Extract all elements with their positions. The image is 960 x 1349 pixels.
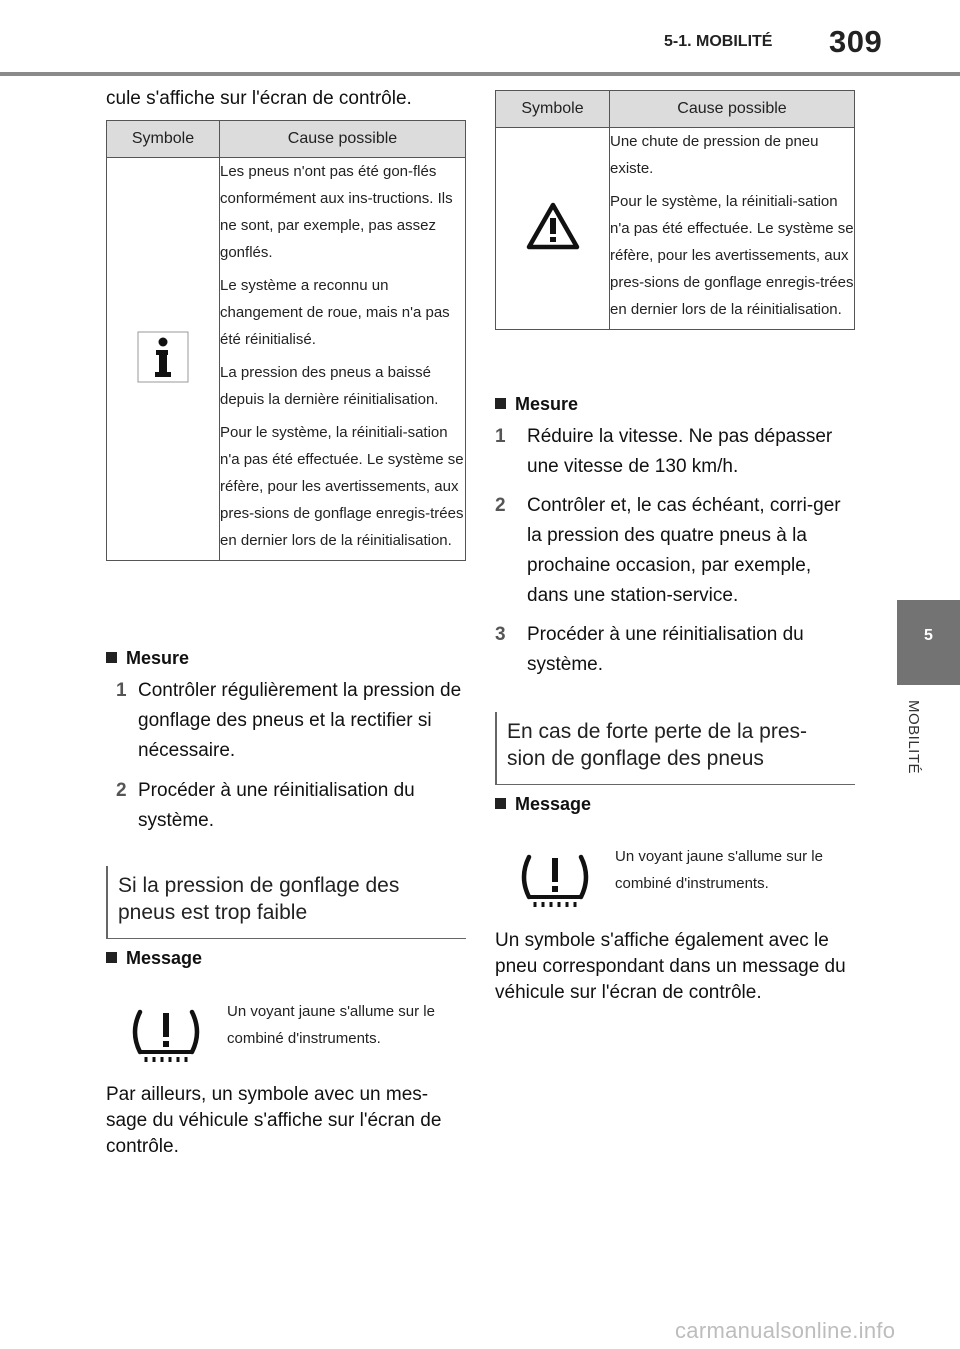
symbol-table-right <box>495 90 855 330</box>
table-header-cause: Cause possible <box>220 121 466 158</box>
step-number: 1 <box>495 426 506 447</box>
table-header-symbol: Symbole <box>107 121 220 158</box>
step-number: 2 <box>116 780 127 801</box>
cause-text: Le système a reconnu un changement de roue, mais n'a pas été réinitialisé. <box>220 277 450 348</box>
section-header: 5-1. MOBILITÉ <box>664 33 773 50</box>
cause-text: Pour le système, la réinitiali-sation n'a pas été effectuée. Le système se réfère, pour les avertissements, aux pres-sions de gonflage enregis-trées en dernier lors de la réinitialisation. <box>220 424 464 549</box>
cause-cell <box>220 158 466 561</box>
intro-text: cule s'affiche sur l'écran de contrôle. <box>106 88 412 109</box>
message-text: Un voyant jaune s'allume sur le combiné d'instruments. <box>615 848 823 892</box>
symbol-cell <box>107 158 220 561</box>
step-item <box>495 422 850 482</box>
tire-pressure-warning-icon <box>505 850 605 912</box>
closing-text: Par ailleurs, un symbole avec un mes-sage du véhicule s'affiche sur l'écran de contrôle. <box>106 1084 442 1157</box>
step-number: 2 <box>495 495 506 516</box>
watermark[interactable]: carmanualsonline.info <box>675 1318 896 1343</box>
symbol-cell <box>496 128 610 330</box>
step-text: Réduire la vitesse. Ne pas dépasser une vitesse de 130 km/h. <box>527 426 833 477</box>
message-text: Un voyant jaune s'allume sur le combiné d'instruments. <box>227 1003 435 1047</box>
warning-triangle-icon <box>525 238 581 255</box>
chapter-number: 5 <box>924 627 933 644</box>
step-number: 1 <box>116 680 127 701</box>
mesure-heading: Mesure <box>495 394 578 415</box>
step-text: Procéder à une réinitialisation du système. <box>527 624 804 675</box>
step-item <box>495 620 850 680</box>
step-item <box>116 676 466 766</box>
step-number: 3 <box>495 624 506 645</box>
cause-cell <box>610 128 855 330</box>
cause-text: Pour le système, la réinitiali-sation n'a pas été effectuée. Le système se réfère, pour les avertissements, aux pres-sions de gonflage enregis-trées en dernier lors de la réinitialisation. <box>610 193 854 318</box>
section-title: Si la pression de gonflage des pneus est trop faible <box>106 866 466 939</box>
step-text: Procéder à une réinitialisation du système. <box>138 780 415 831</box>
step-item <box>116 776 466 836</box>
info-i-icon <box>137 370 189 387</box>
cause-text: Les pneus n'ont pas été gon-flés conformément aux ins-tructions. Ils ne sont, par exemple, pas assez gonflés. <box>220 163 453 261</box>
chapter-label: MOBILITÉ <box>905 700 922 775</box>
table-header-cause: Cause possible <box>610 91 855 128</box>
mesure-heading: Mesure <box>106 648 189 669</box>
header-divider <box>0 72 960 76</box>
section-title: En cas de forte perte de la pres-sion de gonflage des pneus <box>495 712 855 785</box>
message-heading: Message <box>495 794 591 815</box>
symbol-table-left <box>106 120 466 561</box>
table-header-symbol: Symbole <box>496 91 610 128</box>
closing-text: Un symbole s'affiche également avec le pneu correspondant dans un message du véhicule sur l'écran de contrôle. <box>495 930 846 1003</box>
page-number: 309 <box>829 24 883 59</box>
cause-text: Une chute de pression de pneu existe. <box>610 133 819 177</box>
step-text: Contrôler régulièrement la pression de gonflage des pneus et la rectifier si nécessaire. <box>138 680 462 761</box>
tire-pressure-warning-icon <box>116 1005 216 1067</box>
message-heading: Message <box>106 948 202 969</box>
step-item <box>495 491 850 611</box>
cause-text: La pression des pneus a baissé depuis la dernière réinitialisation. <box>220 364 439 408</box>
step-text: Contrôler et, le cas échéant, corri-ger la pression des quatre pneus à la prochaine occasion, par exemple, dans une station-service. <box>527 495 841 606</box>
